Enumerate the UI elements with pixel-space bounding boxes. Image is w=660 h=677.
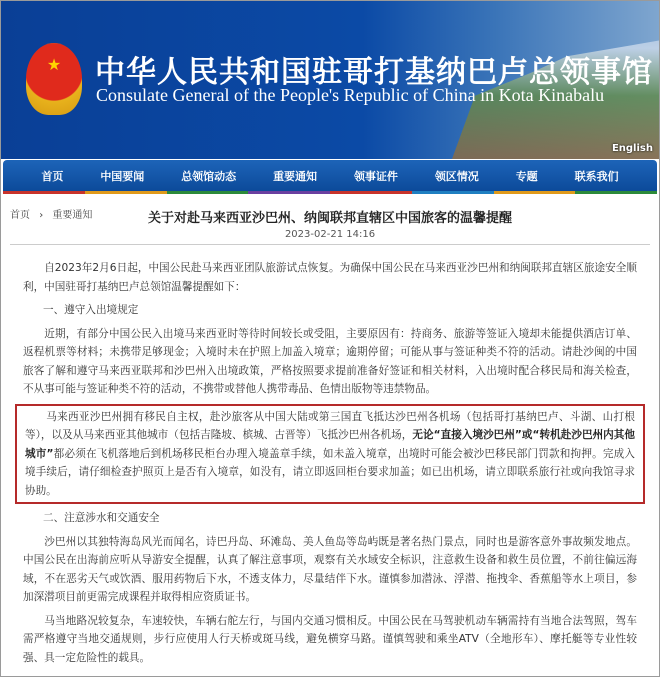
breadcrumb-home[interactable]: 首页 [10, 210, 30, 221]
nav-consular[interactable]: 领事证件 [353, 169, 398, 183]
nav-home[interactable]: 首页 [41, 169, 64, 183]
article [1, 1, 659, 667]
paragraph: 马当地路况较复杂，车速较快，车辆右舵左行，与国内交通习惯相反。中国公民在马驾驶机动车辆需持有当地合法驾照，驾车需严格遵守当地交通规则，步行应使用人行天桥或斑马线，避免横穿马路。谨慎驾驶和乘坐ATV（全地形车）、摩托艇等专业性较强、具一定危险性的载具。 [23, 614, 637, 664]
article-date: 2023-02-21 14:16 [284, 229, 376, 240]
section-heading: 一、遵守入出境规定 [43, 304, 139, 316]
site-title-cn: 中华人民共和国驻哥打基纳巴卢总领事馆 [95, 55, 653, 90]
nav-district[interactable]: 领区情况 [434, 169, 479, 183]
nav-topics[interactable]: 专题 [515, 169, 538, 183]
divider [10, 244, 650, 245]
nav-contact[interactable]: 联系我们 [574, 169, 619, 183]
article-title: 关于对赴马来西亚沙巴州、纳闽联邦直辖区中国旅客的温馨提醒 [147, 211, 512, 226]
bold-text: 无论“直接入境沙巴州”或“转机赴沙巴州内其他城市” [25, 429, 635, 460]
paragraph: 沙巴州以其独特海岛风光而闻名，诗巴丹岛、环滩岛、美人鱼岛等岛屿既是著名热门景点，同时也是游客意外事故频发地点。中国公民在出海前应听从导游安全提醒，认真了解注意事项，观察有关水域安全标识，注意救生设备和救生员位置，不前往偏远海域，不在恶劣天气或饮酒、服用药物后下水，不透支体力，尽量结伴下水。谨慎参加潜泳、浮潜、拖拽伞、香蕉船等水上项目，参加深潜项目前更需完成课程并取得相应资质证书。 [23, 535, 637, 603]
national-emblem-icon: ★ [26, 43, 82, 115]
paragraph: 近期，有部分中国公民入出境马来西亚时等待时间较长或受阻，主要原因有：持商务、旅游等签证入境却未能提供酒店订单、返程机票等材料；未携带足够现金；入境时未在护照上加盖入境章；逾期停留；可能从事与签证种类不符的活动。请赴沙闽的中国旅客了解和遵守马来西亚联邦和沙巴州入出境政策，严格按照要求提前准备好签证和相关材料，入出境时配合移民局和海关检查，不从事可能与签证种类不符的活动，不携带或替他人携带毒品、色情出版物等违禁物品。 [23, 327, 637, 395]
nav-consulate-news[interactable]: 总领馆动态 [181, 169, 237, 183]
text: 马来西亚沙巴州拥有移民自主权，赴沙旅客从中国大陆或第三国直飞抵达沙巴州各机场（包括哥打基纳巴卢、斗湖、山打根等），以及从马来西亚其他城市（包括吉隆坡、槟城、古晋等）飞抵沙巴州各机场， [25, 410, 635, 441]
breadcrumb-current[interactable]: 重要通知 [52, 210, 93, 221]
breadcrumb-separator: › [39, 210, 44, 221]
english-link[interactable]: English [611, 143, 653, 154]
intro-paragraph: 自2023年2月6日起，中国公民赴马来西亚团队旅游试点恢复。为确保中国公民在马来西亚沙巴州和纳闽联邦直辖区旅途安全顺利，中国驻哥打基纳巴卢总领馆温馨提醒如下： [23, 262, 637, 293]
article-body [23, 259, 637, 667]
site-title-en: Consulate General of the People's Republic of China in Kota Kinabalu [96, 85, 605, 105]
section-heading: 二、注意涉水和交通安全 [43, 512, 160, 524]
text: 都必须在飞机落地后到机场移民柜台办理入境盖章手续，如未盖入境章，出境时可能会被沙巴移民部门罚款和拘押。完成入境手续后，请仔细检查护照页上是否有入境章，如没有，请立即返回柜台要求加盖；如已出机场，请立即联系旅行社或向我馆寻求协助。 [25, 447, 635, 497]
nav-notices[interactable]: 重要通知 [273, 169, 318, 183]
nav-china-news[interactable]: 中国要闻 [100, 169, 145, 183]
highlight-paragraph [25, 408, 635, 501]
highlight-box [15, 404, 645, 505]
